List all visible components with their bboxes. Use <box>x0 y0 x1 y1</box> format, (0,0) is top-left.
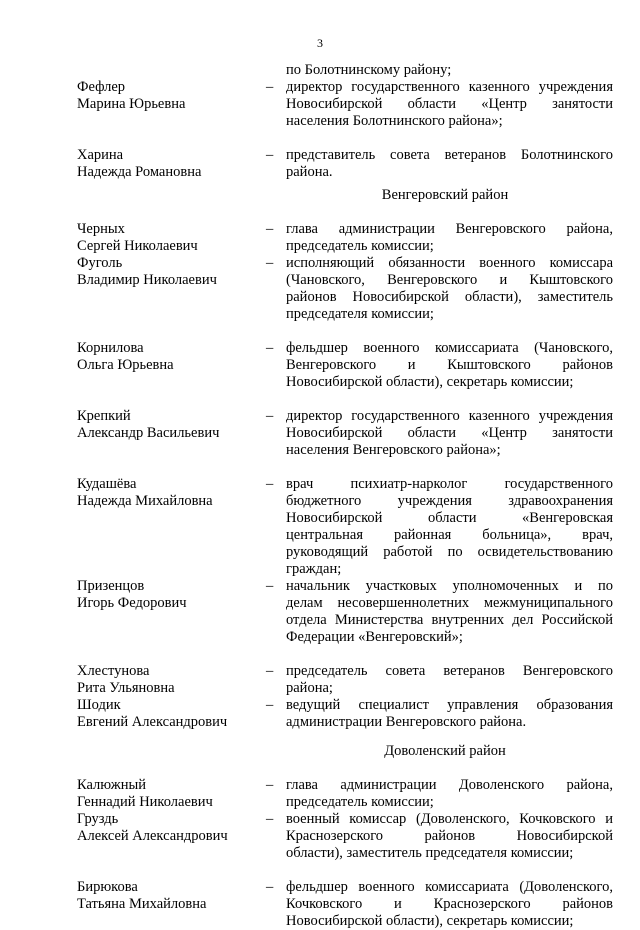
role-line: отдела Министерства внутренних дел Российской <box>286 612 613 628</box>
dash-separator: – <box>266 340 274 356</box>
commission-member <box>77 697 613 731</box>
role-line: председатель совета ветеранов Венгеровского <box>286 663 613 679</box>
role-line: военный комиссар (Доволенского, Кочковского и <box>286 811 613 827</box>
dash-separator: – <box>266 578 274 594</box>
commission-member <box>77 777 613 811</box>
role-line: центральная районная больница», врач, <box>286 527 613 543</box>
role-line: Краснозерского районов Новосибирской <box>286 828 613 844</box>
role-line: делам несовершеннолетних межмуниципального <box>286 595 613 611</box>
member-name <box>77 578 266 646</box>
role-line: области), заместитель председателя комиссии; <box>286 845 574 861</box>
role-line: Кочковского и Краснозерского районов <box>286 896 613 912</box>
member-name <box>77 221 266 255</box>
role-line: (Чановского, Венгеровского и Кыштовского <box>286 272 613 288</box>
member-name <box>77 79 266 130</box>
role-line: населения Венгеровского района»; <box>286 442 501 458</box>
dash-separator: – <box>266 811 274 827</box>
page-number: 3 <box>317 36 323 50</box>
commission-member <box>77 578 613 646</box>
district-heading: Доволенский район <box>384 743 506 759</box>
role-line: населения Болотнинского района»; <box>286 113 503 129</box>
member-surname: Груздь <box>77 811 119 827</box>
role-line: бюджетного учреждения здравоохранения <box>286 493 613 509</box>
member-role <box>286 340 613 391</box>
commission-member <box>77 811 613 862</box>
member-name <box>77 340 266 391</box>
member-surname: Фуголь <box>77 255 123 271</box>
member-surname: Корнилова <box>77 340 144 356</box>
district-heading: Венгеровский район <box>381 187 509 203</box>
role-line: начальник участковых уполномоченных и по <box>286 578 613 594</box>
member-surname: Харина <box>77 147 124 163</box>
member-name <box>77 777 266 811</box>
role-line: председатель комиссии; <box>286 238 434 254</box>
member-name <box>77 697 266 731</box>
member-surname: Призенцов <box>77 578 145 594</box>
role-line: Новосибирской области), секретарь комиссии; <box>286 374 574 390</box>
commission-member <box>77 255 613 323</box>
dash-separator: – <box>266 408 274 424</box>
role-line: граждан; <box>286 561 342 577</box>
member-surname: Кудашёва <box>77 476 137 492</box>
member-given-names: Алексей Александрович <box>77 828 228 844</box>
dash-separator: – <box>266 777 274 793</box>
member-surname: Шодик <box>77 697 121 713</box>
role-line: врач психиатр-нарколог государственного <box>286 476 613 492</box>
role-line: ведущий специалист управления образования <box>286 697 613 713</box>
role-line: глава администрации Доволенского района, <box>286 777 613 793</box>
member-surname: Бирюкова <box>77 879 138 895</box>
member-given-names: Марина Юрьевна <box>77 96 186 112</box>
member-given-names: Надежда Романовна <box>77 164 202 180</box>
commission-member <box>77 221 613 255</box>
member-role <box>286 811 613 862</box>
role-line: Венгеровского и Кыштовского районов <box>286 357 613 373</box>
member-role <box>286 777 613 811</box>
member-surname: Крепкий <box>77 408 131 424</box>
member-role <box>286 476 613 578</box>
member-surname: Хлестунова <box>77 663 150 679</box>
commission-member <box>77 408 613 459</box>
dash-separator: – <box>266 221 274 237</box>
member-role <box>286 663 613 697</box>
member-surname: Калюжный <box>77 777 147 793</box>
role-line: председатель комиссии; <box>286 794 434 810</box>
member-given-names: Рита Ульяновна <box>77 680 175 696</box>
member-name <box>77 408 266 459</box>
member-role <box>286 147 613 181</box>
dash-separator: – <box>266 697 274 713</box>
continuation-line: по Болотнинскому району; <box>286 62 452 78</box>
role-line: Новосибирской области «Венгеровская <box>286 510 613 526</box>
member-given-names: Владимир Николаевич <box>77 272 217 288</box>
document-body <box>77 62 613 930</box>
member-name <box>77 147 266 181</box>
role-line: председателя комиссии; <box>286 306 434 322</box>
role-line: исполняющий обязанности военного комиссара <box>286 255 613 271</box>
member-surname: Фефлер <box>77 79 126 95</box>
role-line: директор государственного казенного учреждения <box>286 408 613 424</box>
role-line: фельдшер военного комиссариата (Доволенского, <box>286 879 613 895</box>
dash-separator: – <box>266 255 274 271</box>
role-line: Федерации «Венгеровский»; <box>286 629 463 645</box>
member-role <box>286 255 613 323</box>
member-role <box>286 408 613 459</box>
role-line: руководящий работой по освидетельствованию <box>286 544 613 560</box>
member-surname: Черных <box>77 221 125 237</box>
role-line: Новосибирской области «Центр занятости <box>286 96 613 112</box>
dash-separator: – <box>266 879 274 895</box>
member-given-names: Александр Васильевич <box>77 425 220 441</box>
member-given-names: Татьяна Михайловна <box>77 896 207 912</box>
role-line: фельдшер военного комиссариата (Чановского, <box>286 340 613 356</box>
role-line: района. <box>286 164 333 180</box>
member-given-names: Ольга Юрьевна <box>77 357 174 373</box>
member-name <box>77 811 266 862</box>
commission-member <box>77 147 613 181</box>
dash-separator: – <box>266 476 274 492</box>
role-line: Новосибирской области «Центр занятости <box>286 425 613 441</box>
role-line: администрации Венгеровского района. <box>286 714 527 730</box>
role-line: района; <box>286 680 333 696</box>
role-line: глава администрации Венгеровского района, <box>286 221 613 237</box>
role-line: директор государственного казенного учреждения <box>286 79 613 95</box>
commission-member <box>77 79 613 130</box>
member-role <box>286 578 613 646</box>
member-name <box>77 255 266 323</box>
role-line: представитель совета ветеранов Болотнинского <box>286 147 613 163</box>
dash-separator: – <box>266 147 274 163</box>
role-line: районов Новосибирской области), заместитель <box>286 289 613 305</box>
dash-separator: – <box>266 663 274 679</box>
member-given-names: Геннадий Николаевич <box>77 794 213 810</box>
commission-member <box>77 340 613 391</box>
member-role <box>286 697 613 731</box>
dash-separator: – <box>266 79 274 95</box>
member-role <box>286 79 613 130</box>
member-given-names: Игорь Федорович <box>77 595 187 611</box>
member-name <box>77 663 266 697</box>
member-role <box>286 221 613 255</box>
member-name <box>77 476 266 578</box>
member-given-names: Сергей Николаевич <box>77 238 198 254</box>
member-given-names: Евгений Александрович <box>77 714 228 730</box>
member-given-names: Надежда Михайловна <box>77 493 213 509</box>
role-line: Новосибирской области), секретарь комиссии; <box>286 913 574 929</box>
commission-member <box>77 476 613 578</box>
commission-member <box>77 663 613 697</box>
